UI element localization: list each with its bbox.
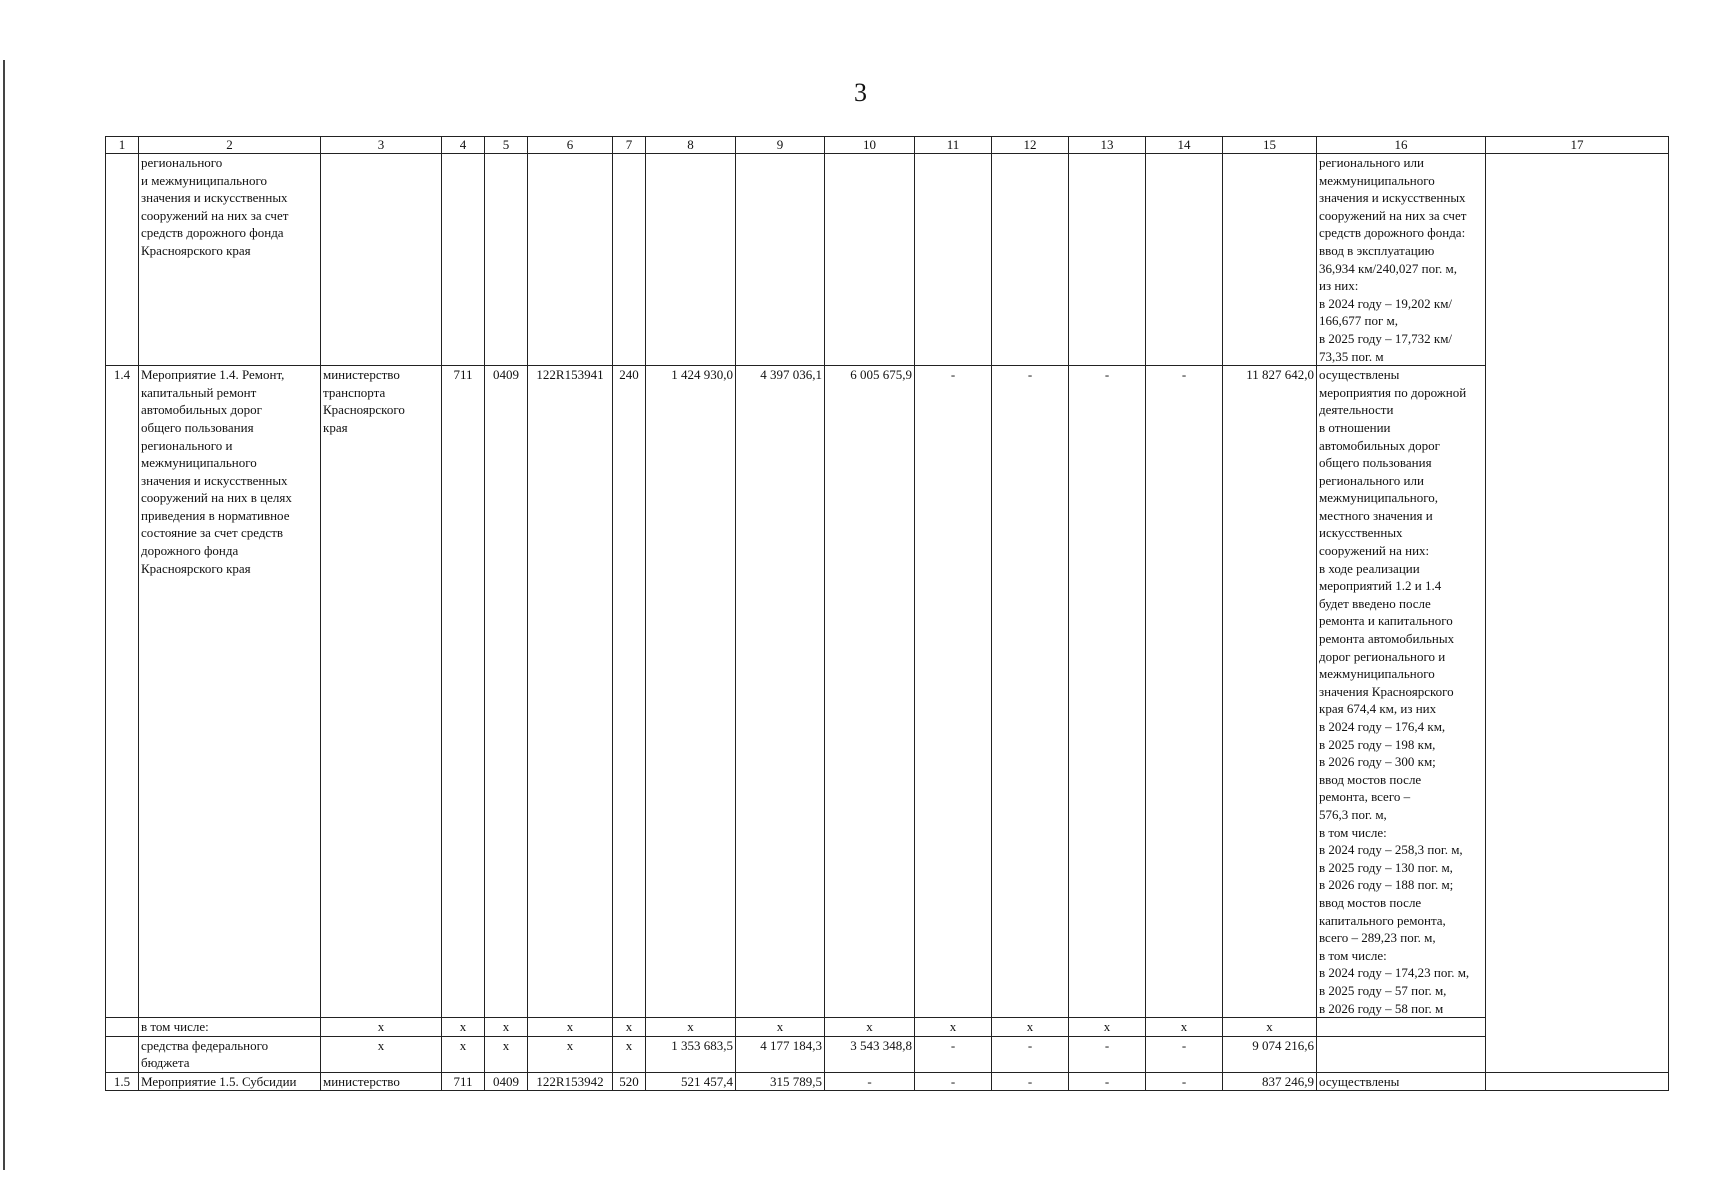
header-cell: 13 bbox=[1069, 137, 1146, 154]
federal-label: средства федерального бюджета bbox=[139, 1036, 321, 1072]
total-cell: 837 246,9 bbox=[1223, 1072, 1317, 1091]
section-code: 0409 bbox=[485, 366, 528, 1018]
table-row-including bbox=[106, 1018, 1669, 1037]
amount-cell: - bbox=[915, 1036, 992, 1072]
header-cell: 16 bbox=[1317, 137, 1486, 154]
header-row bbox=[106, 137, 1669, 154]
header-cell: 15 bbox=[1223, 137, 1317, 154]
amount-cell: - bbox=[1069, 366, 1146, 1018]
cell-x: x bbox=[321, 1018, 442, 1037]
expense-type-code: 520 bbox=[613, 1072, 646, 1091]
amount-cell: 4 177 184,3 bbox=[736, 1036, 825, 1072]
total-cell: 9 074 216,6 bbox=[1223, 1036, 1317, 1072]
cell-x: x bbox=[1146, 1018, 1223, 1037]
table-row-continuation bbox=[106, 154, 1669, 366]
note-cell bbox=[1486, 366, 1669, 1018]
amount-cell: 521 457,4 bbox=[646, 1072, 736, 1091]
amount-cell: - bbox=[1146, 1072, 1223, 1091]
amount-cell: - bbox=[1069, 1036, 1146, 1072]
note-cell bbox=[1486, 1018, 1669, 1037]
measure-name-cell: регионального и межмуниципального значения и искусственных сооружений на них за счет средств дорожного фонда Красноярского края bbox=[139, 154, 321, 366]
header-cell: 11 bbox=[915, 137, 992, 154]
budget-table bbox=[105, 136, 1669, 1091]
table-row-federal bbox=[106, 1036, 1669, 1072]
header-cell: 9 bbox=[736, 137, 825, 154]
header-cell: 5 bbox=[485, 137, 528, 154]
cell-x: x bbox=[613, 1018, 646, 1037]
result-cell: регионального или межмуниципального значения и искусственных сооружений на них за счет средств дорожного фонда: ввод в эксплуатацию 36,934 км/240,027 пог. м, из них: в 2024 году – 19,202 км/ 166,677 пог м, в 2025 году – 17,732 км/ 73,35 пог. м bbox=[1317, 154, 1486, 366]
grbs-code: 711 bbox=[442, 1072, 485, 1091]
cell-x: x bbox=[736, 1018, 825, 1037]
table-row-1-5 bbox=[106, 1072, 1669, 1091]
header-cell: 10 bbox=[825, 137, 915, 154]
cell-x: x bbox=[1069, 1018, 1146, 1037]
page-number: 3 bbox=[854, 78, 867, 107]
amount-cell: - bbox=[825, 1072, 915, 1091]
header-cell: 12 bbox=[992, 137, 1069, 154]
amount-cell: 6 005 675,9 bbox=[825, 366, 915, 1018]
total-cell: 11 827 642,0 bbox=[1223, 366, 1317, 1018]
expense-type-code: 240 bbox=[613, 366, 646, 1018]
cell-x: x bbox=[485, 1036, 528, 1072]
amount-cell: 1 424 930,0 bbox=[646, 366, 736, 1018]
cell-x: x bbox=[442, 1018, 485, 1037]
amount-cell: 315 789,5 bbox=[736, 1072, 825, 1091]
executor-cell: министерство bbox=[321, 1072, 442, 1091]
section-code: 0409 bbox=[485, 1072, 528, 1091]
target-article-code: 122R153942 bbox=[528, 1072, 613, 1091]
including-label: в том числе: bbox=[139, 1018, 321, 1037]
cell-x: x bbox=[646, 1018, 736, 1037]
result-cell: осуществлены bbox=[1317, 1072, 1486, 1091]
header-cell: 8 bbox=[646, 137, 736, 154]
note-cell bbox=[1486, 1036, 1669, 1072]
row-number: 1.4 bbox=[106, 366, 139, 1018]
cell-x: x bbox=[825, 1018, 915, 1037]
scan-edge-line bbox=[3, 60, 5, 1170]
note-cell bbox=[1486, 154, 1669, 366]
amount-cell: - bbox=[915, 1072, 992, 1091]
row-number: 1.5 bbox=[106, 1072, 139, 1091]
amount-cell: - bbox=[1146, 1036, 1223, 1072]
cell-x: x bbox=[321, 1036, 442, 1072]
measure-name-cell: Мероприятие 1.4. Ремонт, капитальный ремонт автомобильных дорог общего пользования регионального и межмуниципального значения и искусственных сооружений на них в целях приведения в нормативное состояние за счет средств дорожного фонда Красноярского края bbox=[139, 366, 321, 1018]
cell-x: x bbox=[1223, 1018, 1317, 1037]
table-row-1-4 bbox=[106, 366, 1669, 1018]
executor-cell: министерство транспорта Красноярского края bbox=[321, 366, 442, 1018]
measure-name-cell: Мероприятие 1.5. Субсидии bbox=[139, 1072, 321, 1091]
amount-cell: - bbox=[992, 366, 1069, 1018]
cell-x: x bbox=[442, 1036, 485, 1072]
amount-cell: 4 397 036,1 bbox=[736, 366, 825, 1018]
amount-cell: - bbox=[1146, 366, 1223, 1018]
amount-cell: 1 353 683,5 bbox=[646, 1036, 736, 1072]
cell-x: x bbox=[613, 1036, 646, 1072]
header-cell: 4 bbox=[442, 137, 485, 154]
grbs-code: 711 bbox=[442, 366, 485, 1018]
target-article-code: 122R153941 bbox=[528, 366, 613, 1018]
result-cell: осуществлены мероприятия по дорожной деятельности в отношении автомобильных дорог общего пользования регионального или межмуниципального, местного значения и искусственных сооружений на них: в ходе реализации мероприятий 1.2 и 1.4 будет введено после ремонта и капитального ремонта автомобильных дорог регионального и межмуниципального значения Красноярского края 674,4 км, из них в 2024 году – 176,4 км, в 2025 году – 198 км, в 2026 году – 300 км; ввод мостов после ремонта, всего – 576,3 пог. м, в том числе: в 2024 году – 258,3 пог. м, в 2025 году – 130 пог. м, в 2026 году – 188 пог. м; ввод мостов после капитального ремонта, всего – 289,23 пог. м, в том числе: в 2024 году – 174,23 пог. м, в 2025 году – 57 пог. м, в 2026 году – 58 пог. м bbox=[1317, 366, 1486, 1018]
cell-x: x bbox=[528, 1036, 613, 1072]
amount-cell: - bbox=[992, 1036, 1069, 1072]
header-cell: 7 bbox=[613, 137, 646, 154]
header-cell: 6 bbox=[528, 137, 613, 154]
header-cell: 14 bbox=[1146, 137, 1223, 154]
header-cell: 2 bbox=[139, 137, 321, 154]
note-cell bbox=[1486, 1072, 1669, 1091]
header-cell: 3 bbox=[321, 137, 442, 154]
cell-x: x bbox=[485, 1018, 528, 1037]
cell-x: x bbox=[992, 1018, 1069, 1037]
header-cell: 17 bbox=[1486, 137, 1669, 154]
header-cell: 1 bbox=[106, 137, 139, 154]
amount-cell: - bbox=[992, 1072, 1069, 1091]
amount-cell: 3 543 348,8 bbox=[825, 1036, 915, 1072]
amount-cell: - bbox=[1069, 1072, 1146, 1091]
cell-x: x bbox=[528, 1018, 613, 1037]
cell-x: x bbox=[915, 1018, 992, 1037]
amount-cell: - bbox=[915, 366, 992, 1018]
